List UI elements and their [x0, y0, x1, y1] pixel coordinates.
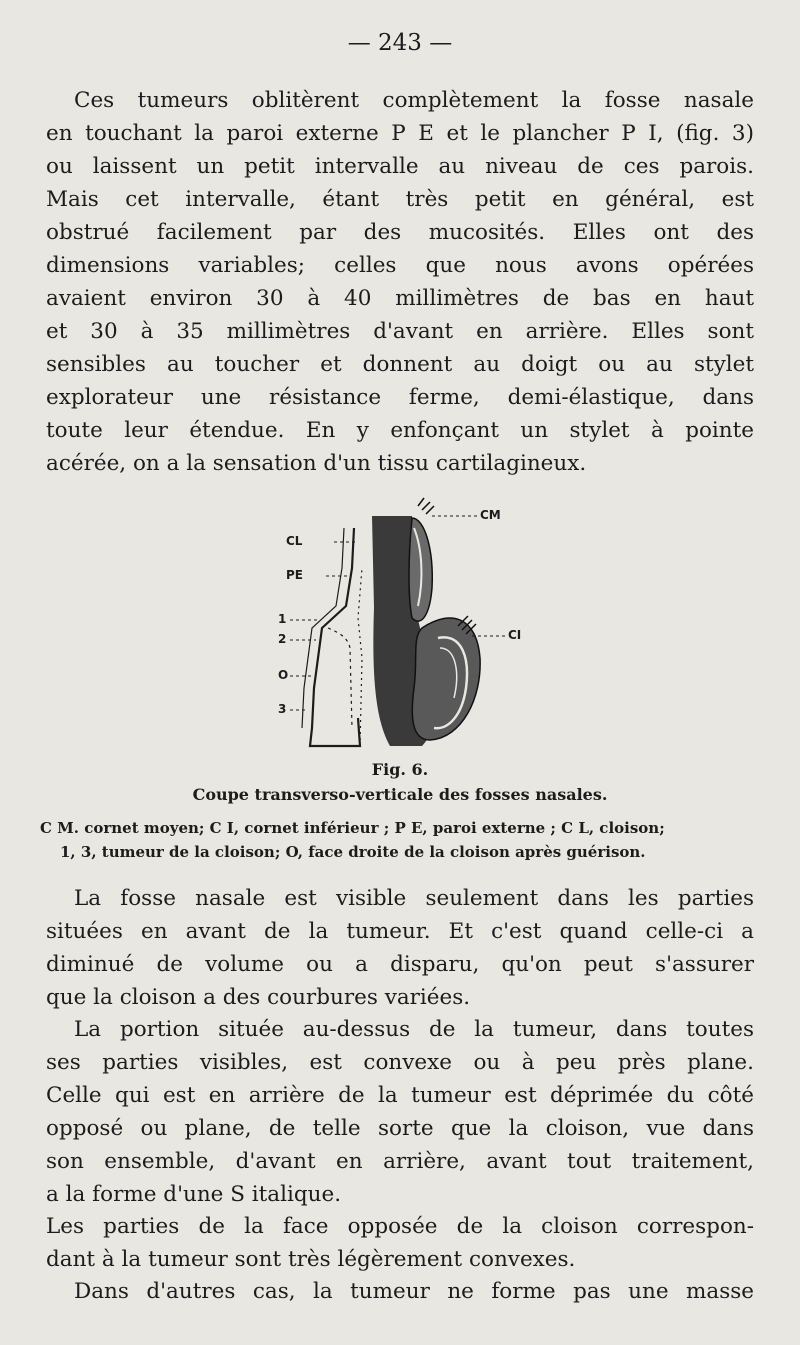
text-line: et 30 à 35 millimètres d'avant en arrière. Elles sont	[46, 319, 754, 344]
figure-number: Fig. 6.	[371, 760, 429, 779]
text-line: Mais cet intervalle, étant très petit en général, est	[46, 187, 754, 212]
label-tumeur-3: 3	[278, 702, 287, 716]
text-line: Ces tumeurs oblitèrent complètement la fosse nasale	[74, 88, 754, 113]
figure-title: Coupe transverso-verticale des fosses nasales.	[192, 785, 608, 804]
legend-line: 1, 3, tumeur de la cloison; O, face droite de la cloison après guérison.	[60, 843, 646, 861]
text-line: obstrué facilement par des mucosités. Elles ont des	[46, 220, 754, 245]
text-line: a la forme d'une S italique.	[46, 1182, 342, 1207]
label-tumeur-1: 1	[278, 612, 287, 626]
text-line: Dans d'autres cas, la tumeur ne forme pas une masse	[74, 1279, 754, 1304]
paragraph-3	[46, 1013, 754, 1211]
figure-legend	[40, 816, 760, 864]
page-number: — 243 —	[347, 30, 453, 56]
text-line: son ensemble, d'avant en arrière, avant tout traitement,	[46, 1149, 754, 1174]
label-paroi-externe: PE	[286, 568, 303, 582]
nasal-section-illustration	[262, 488, 552, 758]
text-line: La fosse nasale est visible seulement dans les parties	[74, 886, 754, 911]
label-cloison: CL	[286, 534, 303, 548]
text-line: acérée, on a la sensation d'un tissu cartilagineux.	[46, 451, 587, 476]
label-tumeur-2: 2	[278, 632, 287, 646]
text-line: dimensions variables; celles que nous avons opérées	[46, 253, 754, 278]
text-line: en touchant la paroi externe P E et le plancher P I, (fig. 3)	[46, 121, 754, 146]
text-line: situées en avant de la tumeur. Et c'est quand celle-ci a	[46, 919, 754, 944]
text-line: dant à la tumeur sont très légèrement convexes.	[46, 1247, 576, 1272]
text-line: Celle qui est en arrière de la tumeur est déprimée du côté	[46, 1083, 754, 1108]
figure-nasal-section	[262, 488, 552, 758]
paragraph-2	[46, 882, 754, 1014]
text-line: explorateur une résistance ferme, demi-élastique, dans	[46, 385, 754, 410]
text-line: toute leur étendue. En y enfonçant un stylet à pointe	[46, 418, 754, 443]
paragraph-5	[46, 1275, 754, 1308]
text-line: ses parties visibles, est convexe ou à peu près plane.	[46, 1050, 754, 1075]
text-line: ou laissent un petit intervalle au niveau de ces parois.	[46, 154, 754, 179]
label-cornet-moyen: CM	[480, 508, 501, 522]
text-line: sensibles au toucher et donnent au doigt ou au stylet	[46, 352, 754, 377]
label-face-droite: O	[278, 668, 289, 682]
text-line: diminué de volume ou a disparu, qu'on peut s'assurer	[46, 952, 754, 977]
text-line: que la cloison a des courbures variées.	[46, 985, 471, 1010]
paragraph-1	[46, 84, 754, 480]
text-line: avaient environ 30 à 40 millimètres de bas en haut	[46, 286, 754, 311]
text-line: La portion située au-dessus de la tumeur, dans toutes	[74, 1017, 754, 1042]
legend-line: C M. cornet moyen; C I, cornet inférieur ; P E, paroi externe ; C L, cloison;	[40, 819, 665, 837]
text-line: opposé ou plane, de telle sorte que la cloison, vue dans	[46, 1116, 754, 1141]
text-line: Les parties de la face opposée de la cloison correspon-	[46, 1214, 754, 1239]
paragraph-4	[46, 1210, 754, 1276]
label-cornet-inferieur: CI	[508, 628, 522, 642]
